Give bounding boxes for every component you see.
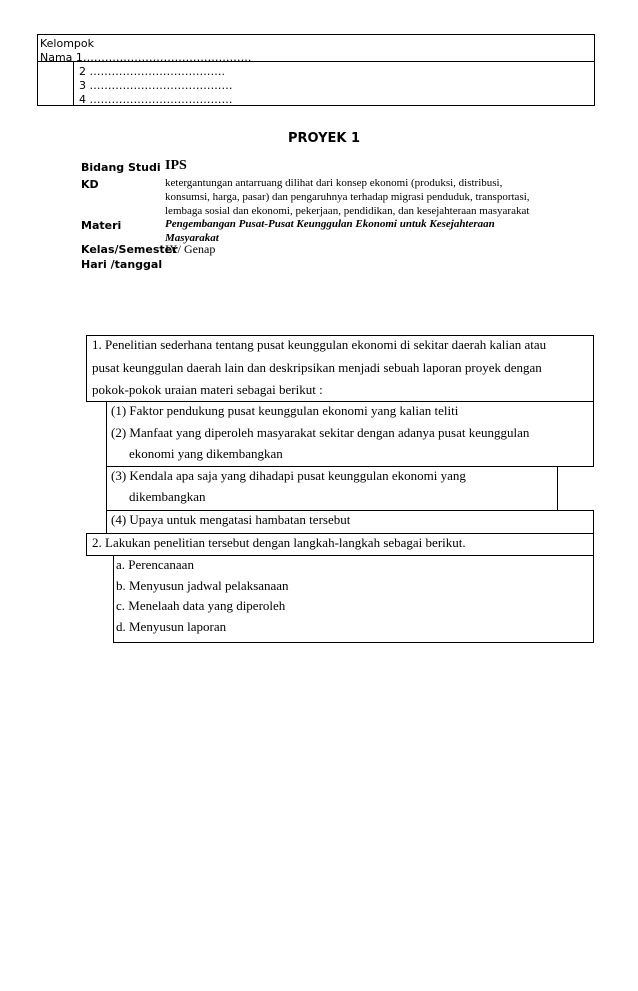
kd-value-line-1: ketergantungan antarruang dilihat dari konsep ekonomi (produksi, distribusi, — [165, 177, 503, 189]
task1-sub-4: (4) Upaya untuk mengatasi hambatan tersebut — [111, 512, 351, 527]
nama-3-field[interactable]: 3 ………………………………… — [79, 79, 233, 92]
task2-step-a: a. Perencanaan — [116, 557, 194, 572]
nama-1-field[interactable]: Nama 1………………………………………. — [40, 51, 252, 64]
task2-step-b: b. Menyusun jadwal pelaksanaan — [116, 578, 289, 593]
task1-line-2: pusat keunggulan daerah lain dan deskripsikan menjadi sebuah laporan proyek dengan — [92, 360, 542, 375]
bidang-studi-value: IPS — [165, 158, 187, 173]
kelas-semester-value: IX/ Genap — [165, 242, 216, 256]
task2-step-c: c. Menelaah data yang diperoleh — [116, 598, 286, 613]
kelompok-label: Kelompok — [40, 37, 95, 50]
task1-sub-1: (1) Faktor pendukung pusat keunggulan ekonomi yang kalian teliti — [111, 403, 459, 418]
task1-sub-3-line-2: dikembangkan — [129, 489, 206, 504]
task2-line: 2. Lakukan penelitian tersebut dengan langkah-langkah sebagai berikut. — [92, 535, 466, 550]
materi-value-line-2: Masyarakat — [165, 232, 219, 244]
materi-label: Materi — [81, 219, 122, 232]
page-title: PROYEK 1 — [288, 131, 361, 146]
task1-sub-2-line-2: ekonomi yang dikembangkan — [129, 446, 283, 461]
task2-step-d: d. Menyusun laporan — [116, 619, 227, 634]
task1-sub-2-line-1: (2) Manfaat yang diperoleh masyarakat sekitar dengan adanya pusat keunggulan — [111, 425, 530, 440]
nama-2-field[interactable]: 2 ………………………………. — [79, 65, 225, 78]
kd-label: KD — [81, 178, 99, 191]
task1-line-3: pokok-pokok uraian materi sebagai berikut : — [92, 382, 323, 397]
kd-value-line-2: konsumsi, harga, pasar) dan pengaruhnya terhadap migrasi penduduk, transportasi, — [165, 191, 530, 203]
bidang-studi-label: Bidang Studi — [81, 161, 161, 174]
nama-4-field[interactable]: 4 ………………………………… — [79, 93, 233, 106]
task1-line-1: 1. Penelitian sederhana tentang pusat keunggulan ekonomi di sekitar daerah kalian atau — [92, 337, 547, 352]
hari-tanggal-label: Hari /tanggal — [81, 258, 163, 271]
kd-value-line-3: lembaga sosial dan ekonomi, pekerjaan, pendidikan, dan kesejahteraan masyarakat — [165, 205, 530, 217]
materi-value-line-1: Pengembangan Pusat-Pusat Keunggulan Ekonomi untuk Kesejahteraan — [165, 218, 495, 230]
task1-sub-3-line-1: (3) Kendala apa saja yang dihadapi pusat keunggulan ekonomi yang — [111, 468, 466, 483]
kelas-semester-label: Kelas/Semester — [81, 243, 178, 256]
group-box-inner-left — [73, 61, 74, 106]
